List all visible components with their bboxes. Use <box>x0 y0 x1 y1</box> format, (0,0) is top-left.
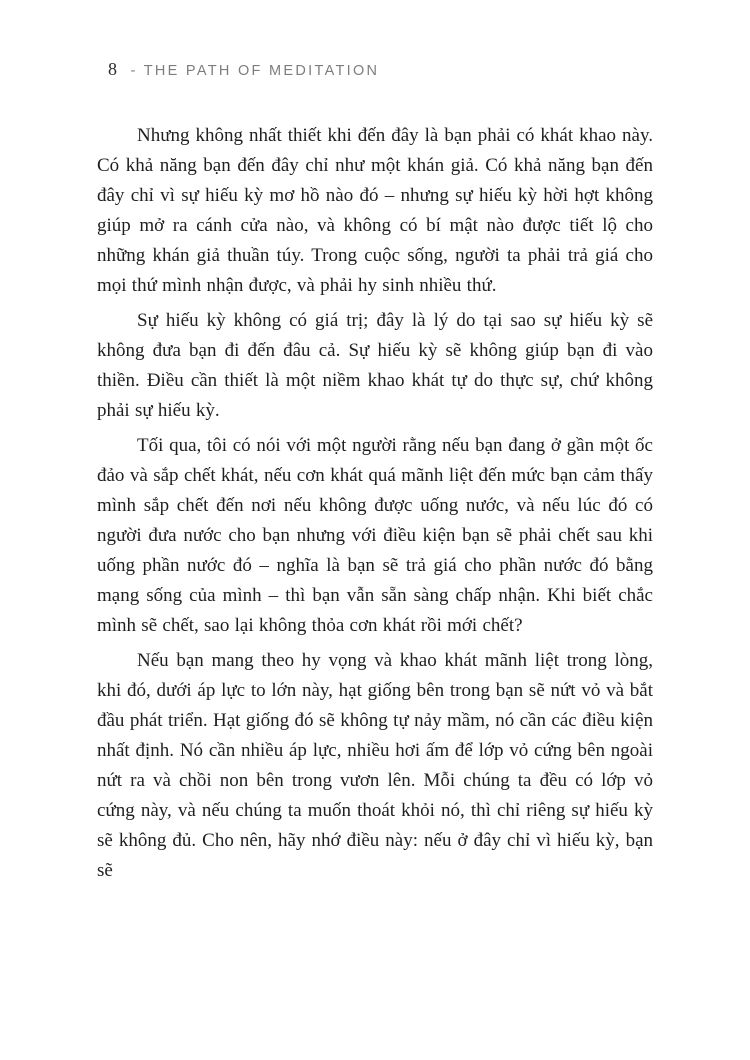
text-block <box>97 121 653 891</box>
paragraph: Nếu bạn mang theo hy vọng và khao khát mãnh liệt trong lòng, khi đó, dưới áp lực to lớn này, hạt giống bên trong bạn sẽ nứt vỏ và bắt đầu phát triển. Hạt giống đó sẽ không tự nảy mầm, nó cần các điều kiện nhất định. Nó cần nhiều áp lực, nhiều hơi ấm để lớp vỏ cứng bên ngoài nứt ra và chồi non bên trong vươn lên. Mỗi chúng ta đều có lớp vỏ cứng này, và nếu chúng ta muốn thoát khỏi nó, thì chỉ riêng sự hiếu kỳ sẽ không đủ. Cho nên, hãy nhớ điều này: nếu ở đây chỉ vì hiếu kỳ, bạn sẽ <box>97 650 653 881</box>
running-title: - THE PATH OF MEDITATION <box>130 63 380 79</box>
paragraph: Nhưng không nhất thiết khi đến đây là bạn phải có khát khao này. Có khả năng bạn đến đây chỉ như một khán giả. Có khả năng bạn đến đây chỉ vì sự hiếu kỳ mơ hồ nào đó – nhưng sự hiếu kỳ hời hợt không giúp mở ra cánh cửa nào, và không có bí mật nào được tiết lộ cho những khán giả thuần túy. Trong cuộc sống, người ta phải trả giá cho mọi thứ mình nhận được, và phải hy sinh nhiều thứ. <box>97 125 653 296</box>
page-header <box>108 59 379 80</box>
paragraph: Tối qua, tôi có nói với một người rằng nếu bạn đang ở gần một ốc đảo và sắp chết khát, nếu cơn khát quá mãnh liệt đến mức bạn cảm thấy mình sắp chết đến nơi nếu không được uống nước, và nếu lúc đó có người đưa nước cho bạn nhưng với điều kiện bạn sẽ phải chết sau khi uống phần nước đó – nghĩa là bạn sẽ trả giá cho phần nước đó bằng mạng sống của mình – thì bạn vẫn sẵn sàng chấp nhận. Khi biết chắc mình sẽ chết, sao lại không thỏa cơn khát rồi mới chết? <box>97 435 653 636</box>
page-number: 8 <box>108 59 118 79</box>
paragraph: Sự hiếu kỳ không có giá trị; đây là lý do tại sao sự hiếu kỳ sẽ không đưa bạn đi đến đâu cả. Sự hiếu kỳ sẽ không giúp bạn đi vào thiền. Điều cần thiết là một niềm khao khát tự do thực sự, chứ không phải sự hiếu kỳ. <box>97 310 653 421</box>
